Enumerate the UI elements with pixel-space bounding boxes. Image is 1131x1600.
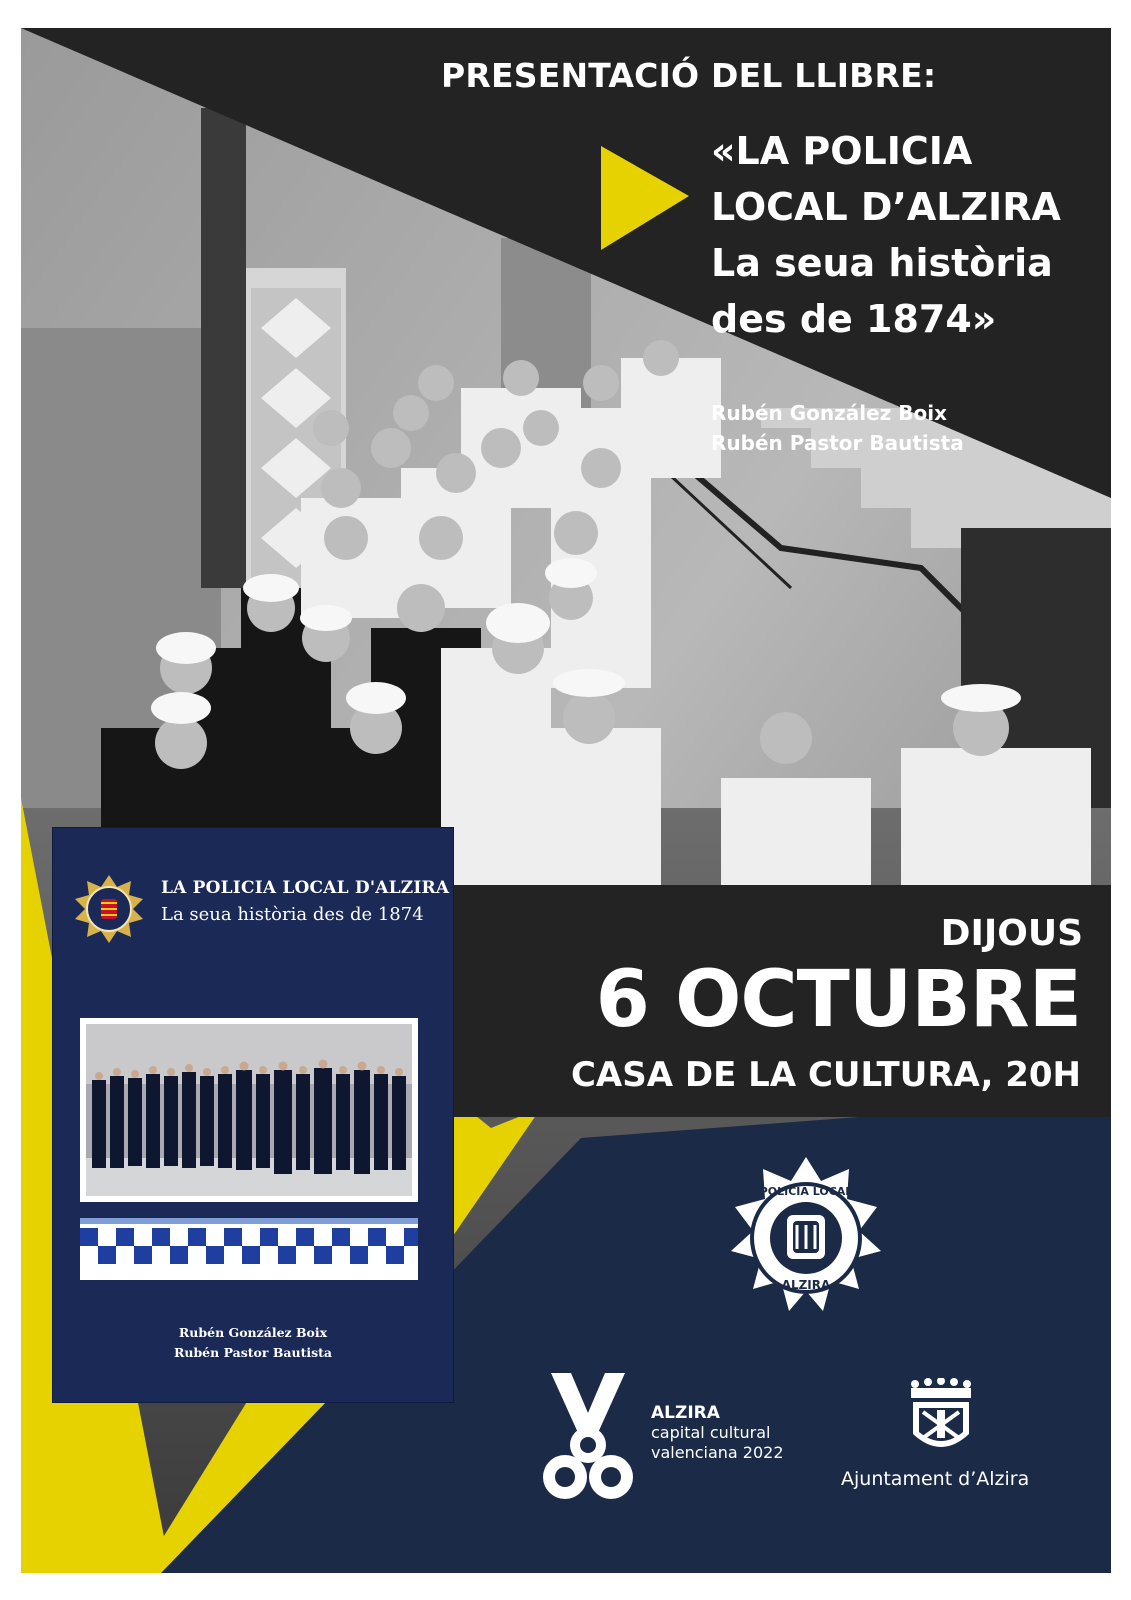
capital-line1: capital cultural — [651, 1423, 771, 1442]
capital-cultural-text — [651, 1403, 784, 1463]
capital-city: ALZIRA — [651, 1403, 720, 1423]
capital-cultural-logo-icon — [541, 1373, 636, 1503]
author-name: Rubén Pastor Bautista — [711, 431, 964, 455]
author-name: Rubén González Boix — [178, 1325, 328, 1340]
police-badge-icon — [721, 1153, 891, 1323]
badge-top-text: POLICIA LOCAL — [759, 1185, 853, 1198]
book-cover-title: LA POLICIA LOCAL D'ALZIRA — [161, 878, 450, 898]
event-day: DIJOUS — [940, 913, 1083, 954]
title-line: La seua història — [711, 241, 1053, 285]
event-date: 6 OCTUBRE — [595, 955, 1081, 1045]
ajuntament-name: Ajuntament d’Alzira — [841, 1468, 1030, 1490]
capital-line2: valenciana 2022 — [651, 1443, 784, 1462]
author-name: Rubén Pastor Bautista — [173, 1345, 333, 1360]
book-cover-authors — [53, 1323, 453, 1363]
author-name: Rubén González Boix — [711, 401, 948, 425]
book-cover — [53, 828, 453, 1402]
poster — [21, 28, 1111, 1573]
event-date-panel — [454, 885, 1111, 1117]
ajuntament-crest-icon — [901, 1378, 981, 1460]
checkered-band — [80, 1218, 418, 1280]
book-cover-photo — [80, 1018, 418, 1202]
authors-list — [711, 398, 964, 458]
book-title-heading — [711, 123, 1101, 347]
presentation-label: PRESENTACIÓ DEL LLIBRE: — [441, 56, 937, 95]
title-line: «LA POLICIA — [711, 129, 973, 173]
event-venue: CASA DE LA CULTURA, 20H — [570, 1055, 1081, 1095]
title-line: LOCAL D’ALZIRA — [711, 185, 1061, 229]
title-line: des de 1874» — [711, 297, 997, 341]
book-cover-subtitle: La seua història des de 1874 — [161, 904, 424, 925]
badge-bottom-text: ALZIRA — [781, 1278, 831, 1292]
police-badge-icon — [73, 873, 145, 945]
